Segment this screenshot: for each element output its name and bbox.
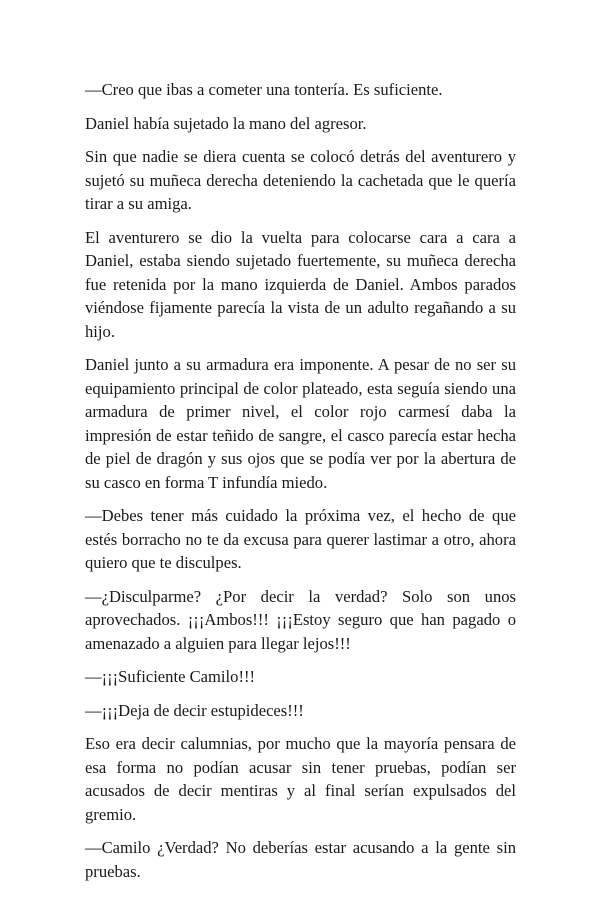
paragraph: —Camilo ¿Verdad? No deberías estar acusando a la gente sin pruebas. [85, 838, 516, 881]
paragraph: —Creo que ibas a cometer una tontería. Es suficiente. [85, 80, 443, 99]
paragraph: Daniel junto a su armadura era imponente. A pesar de no ser su equipamiento principal de color plateado, esta seguía siendo una armadura de primer nivel, el color rojo carmesí daba la impresión de estar teñido de sangre, el casco parecía estar hecha de piel de dragón y sus ojos que se podía ver por la abertura de su casco en forma T infundía miedo. [85, 355, 516, 492]
paragraph: —¡¡¡Suficiente Camilo!!! [85, 667, 256, 686]
paragraph: —Debes tener más cuidado la próxima vez, el hecho de que estés borracho no te da excusa para querer lastimar a otro, ahora quiero que te disculpes. [85, 506, 516, 572]
paragraph: —¡¡¡Deja de decir estupideces!!! [85, 700, 304, 720]
paragraph: —¿Disculparme? ¿Por decir la verdad? Solo son unos aprovechados. ¡¡¡Ambos!!! ¡¡¡Estoy seguro que han pagado o amenazado a alguien para llegar lejos!!! [85, 586, 516, 653]
paragraph: Sin que nadie se diera cuenta se colocó detrás del aventurero y sujetó su muñeca derecha deteniendo la cachetada que le quería tirar a su amiga. [85, 147, 516, 213]
paragraph: Daniel había sujetado la mano del agresor. [85, 113, 367, 133]
paragraph: Eso era decir calumnias, por mucho que la mayoría pensara de esa forma no podían acusar sin tener pruebas, podían ser acusados de decir mentiras y al final serían expulsados del gremio. [85, 734, 516, 824]
paragraph: El aventurero se dio la vuelta para colocarse cara a cara a Daniel, estaba siendo sujetado fuertemente, su muñeca derecha fue retenida por la mano izquierda de Daniel. Ambos parados viéndose fijamente parecía la vista de un adulto regañando a su hijo. [85, 227, 516, 341]
